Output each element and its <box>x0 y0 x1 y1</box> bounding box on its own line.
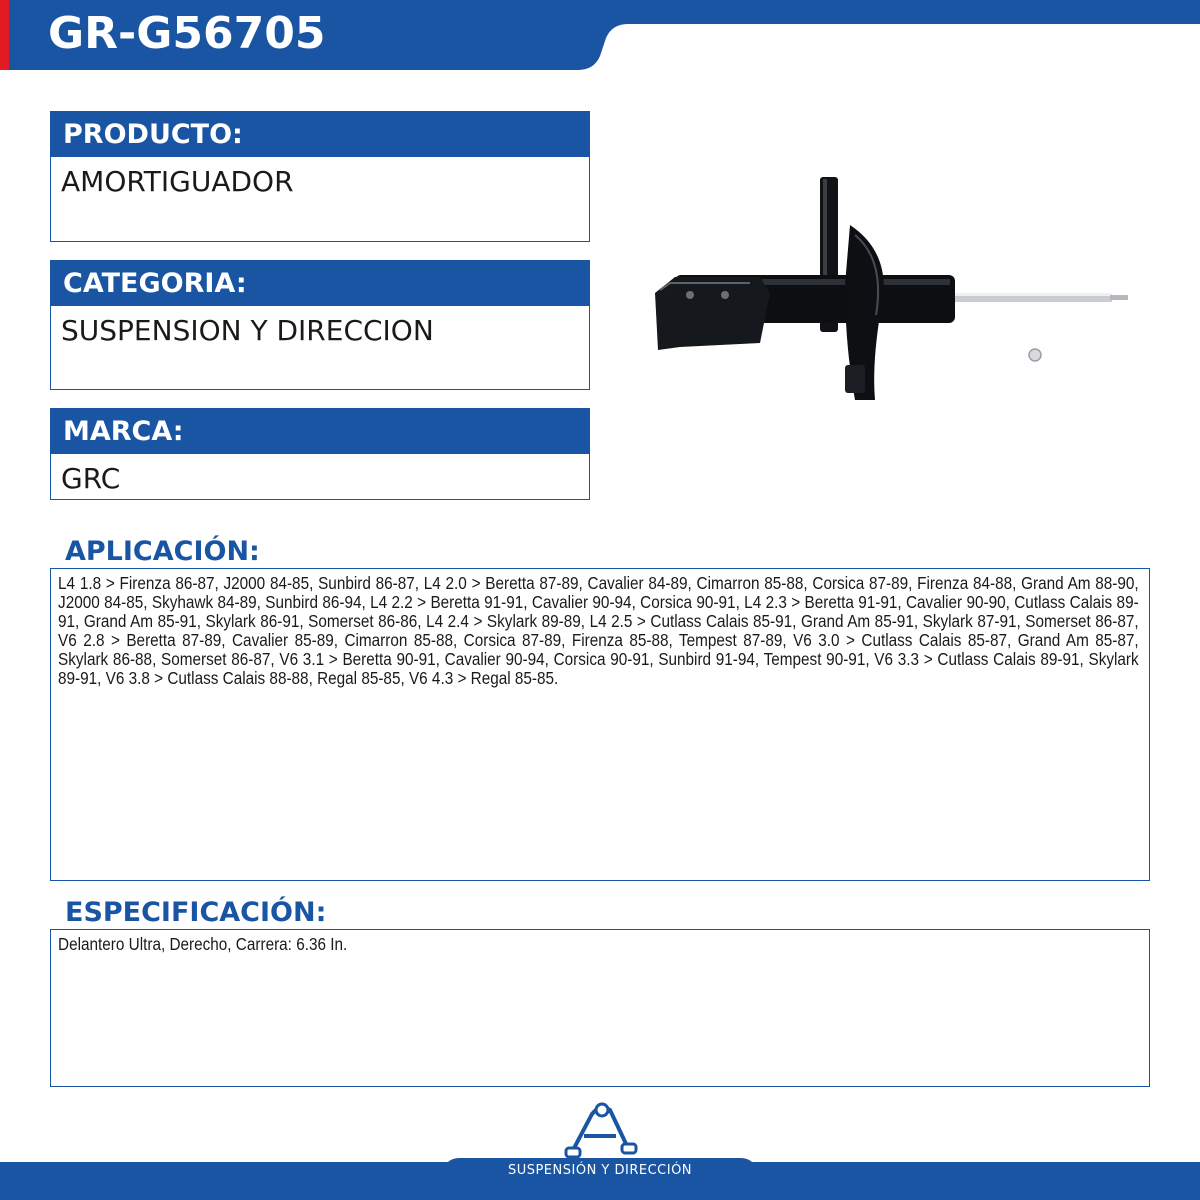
categoria-label: CATEGORIA: <box>63 268 247 299</box>
producto-label: PRODUCTO: <box>63 119 243 150</box>
specification-title: ESPECIFICACIÓN: <box>65 897 327 928</box>
categoria-box <box>50 306 590 390</box>
categoria-header <box>50 260 590 306</box>
producto-header <box>50 111 590 157</box>
marca-label: MARCA: <box>63 416 184 447</box>
categoria-value: SUSPENSION Y DIRECCION <box>61 314 434 347</box>
marca-box <box>50 454 590 500</box>
application-text: L4 1.8 > Firenza 86-87, J2000 84-85, Sunbird 86-87, L4 2.0 > Beretta 87-89, Cavalier 84-89, Cimarron 85-88, Corsica 87-89, Firenza 84-88, Grand Am 88-90, J2000 84-85, Skyhawk 84-89, Sunbird 86-94, L4 2.2 > Beretta 91-91, Cavalier 90-94, Corsica 90-91, L4 2.3 > Beretta 91-91, Cavalier 90-90, Cutlass Calais 89-91, Grand Am 85-91, Skylark 86-91, Somerset 86-86, L4 2.4 > Skylark 89-89, L4 2.5 > Cutlass Calais 85-91, Grand Am 85-91, Skylark 87-91, Somerset 86-87, V6 2.8 > Beretta 87-89, Cavalier 85-89, Cimarron 85-88, Corsica 87-89, Firenza 85-88, Tempest 87-89, V6 3.0 > Cutlass Calais 85-87, Grand Am 85-87, Skylark 86-88, Somerset 86-87, V6 3.1 > Beretta 90-91, Cavalier 90-94, Corsica 90-91, Sunbird 91-94, Tempest 90-91, V6 3.3 > Cutlass Calais 89-91, Skylark 89-91, V6 3.8 > Cutlass Calais 88-88, Regal 85-85, V6 4.3 > Regal 85-85. <box>58 573 1139 688</box>
part-number: GR-G56705 <box>48 8 326 59</box>
shock-absorber-image <box>640 165 1140 414</box>
marca-header <box>50 408 590 454</box>
application-title: APLICACIÓN: <box>65 536 260 567</box>
specification-text: Delantero Ultra, Derecho, Carrera: 6.36 In. <box>58 934 348 954</box>
producto-value: AMORTIGUADOR <box>61 165 294 198</box>
control-arm-icon <box>562 1100 638 1164</box>
footer-label: SUSPENSIÓN Y DIRECCIÓN <box>507 1163 693 1178</box>
specification-box <box>50 929 1150 1087</box>
application-box <box>50 568 1150 881</box>
producto-box <box>50 157 590 242</box>
marca-value: GRC <box>61 462 121 495</box>
